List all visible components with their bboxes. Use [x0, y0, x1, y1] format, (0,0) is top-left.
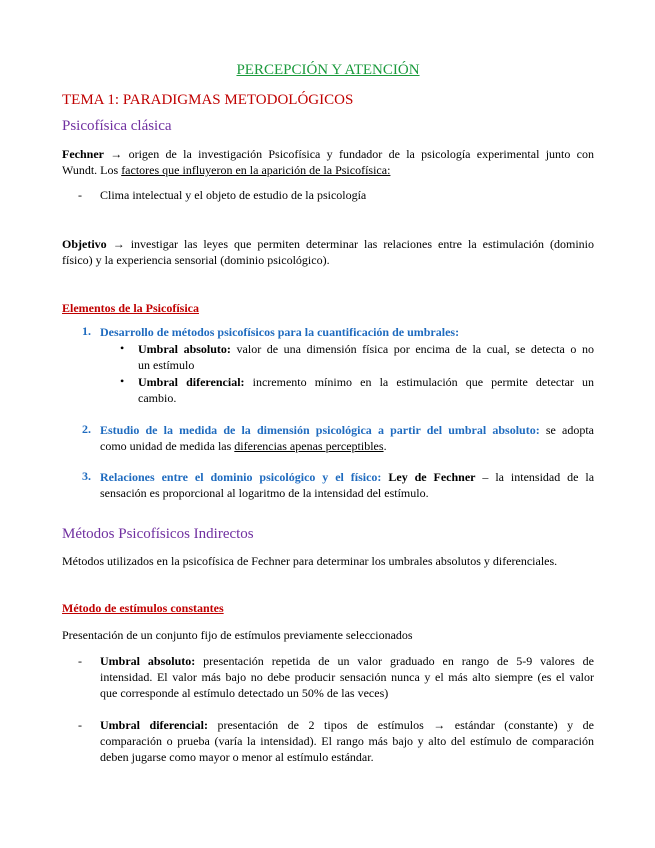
arrow-icon: → — [112, 237, 125, 251]
diferencias-underlined: diferencias apenas perceptibles — [234, 439, 384, 453]
item2-line2: como unidad de medida las diferencias apenas perceptibles. — [100, 439, 387, 453]
item-number: 3. — [82, 469, 91, 483]
item3-line1: Relaciones entre el dominio psicológico y el físico: Ley de Fechner – la intensidad de la — [100, 470, 595, 484]
fechner-paragraph-line2: Wundt. Los factores que influyeron en la aparición de la Psicofísica: — [62, 163, 391, 177]
bullet-icon: • — [120, 374, 125, 388]
umbral-absoluto-line1: Umbral absoluto: valor de una dimensión física por encima de la cual, se detecta o no — [138, 342, 595, 356]
item3-line2: sensación es proporcional al logaritmo de la intensidad del estímulo. — [100, 486, 429, 500]
dash-bullet: - — [78, 654, 82, 668]
tema-heading: TEMA 1: PARADIGMAS METODOLÓGICOS — [62, 92, 354, 108]
estimulos-constantes-heading: Método de estímulos constantes — [62, 601, 224, 615]
const-abs-line2: intensidad. El valor más bajo no debe producir sensación nunca y el más alto siempre (es el valor — [100, 670, 594, 684]
document-title: PERCEPCIÓN Y ATENCIÓN — [236, 62, 420, 78]
objetivo-paragraph-line1: Objetivo → investigar las leyes que permiten determinar las relaciones entre la estimulación (dominio — [62, 237, 595, 251]
elementos-heading: Elementos de la Psicofísica — [62, 301, 199, 315]
factores-underlined: factores que influyeron en la aparición de la Psicofísica: — [121, 163, 391, 177]
item1-title: Desarrollo de métodos psicofísicos para la cuantificación de umbrales: — [100, 325, 460, 339]
fechner-paragraph-line1: Fechner → origen de la investigación Psicofísica y fundador de la psicología experimental junto con — [62, 147, 594, 161]
umbral-absoluto-line2: un estímulo — [138, 358, 195, 372]
const-abs-line1: Umbral absoluto: presentación repetida de un valor graduado en rango de 5-9 valores de — [100, 654, 594, 668]
umbral-diferencial-line1: Umbral diferencial: incremento mínimo en la estimulación que permite detectar un — [138, 375, 595, 389]
bullet-icon: • — [120, 341, 125, 355]
objetivo-paragraph-line2: físico) y la experiencia sensorial (dominio psicológico). — [62, 253, 330, 267]
const-dif-line3: deben jugarse como mayor o menor al estímulo estándar. — [100, 750, 374, 764]
objetivo-term: Objetivo — [62, 237, 107, 251]
dash-bullet: - — [78, 718, 82, 732]
item-number: 2. — [82, 422, 91, 436]
const-dif-line2: comparación o prueba (varía la intensidad). El rango más bajo y alto del estímulo de comparación — [100, 734, 594, 748]
estimulos-constantes-intro: Presentación de un conjunto fijo de estímulos previamente seleccionados — [62, 628, 413, 642]
dash-bullet: - — [78, 188, 82, 202]
metodos-indirectos-text: Métodos utilizados en la psicofísica de Fechner para determinar los umbrales absolutos y diferenciales. — [62, 554, 558, 568]
const-abs-line3: que corresponde al estímulo detectado un 50% de las veces) — [100, 686, 389, 700]
umbral-diferencial-line2: cambio. — [138, 391, 177, 405]
psicofisica-clasica-heading: Psicofísica clásica — [62, 118, 172, 134]
const-dif-line1: Umbral diferencial: presentación de 2 tipos de estímulos → estándar (constante) y de — [100, 718, 594, 732]
item2-line1: Estudio de la medida de la dimensión psicológica a partir del umbral absoluto: se adopta — [100, 423, 594, 437]
ley-de-fechner: Ley de Fechner — [388, 470, 476, 484]
fechner-term: Fechner — [62, 147, 104, 161]
item-number: 1. — [82, 324, 91, 338]
metodos-indirectos-heading: Métodos Psicofísicos Indirectos — [62, 526, 254, 542]
arrow-icon: → — [110, 147, 123, 161]
